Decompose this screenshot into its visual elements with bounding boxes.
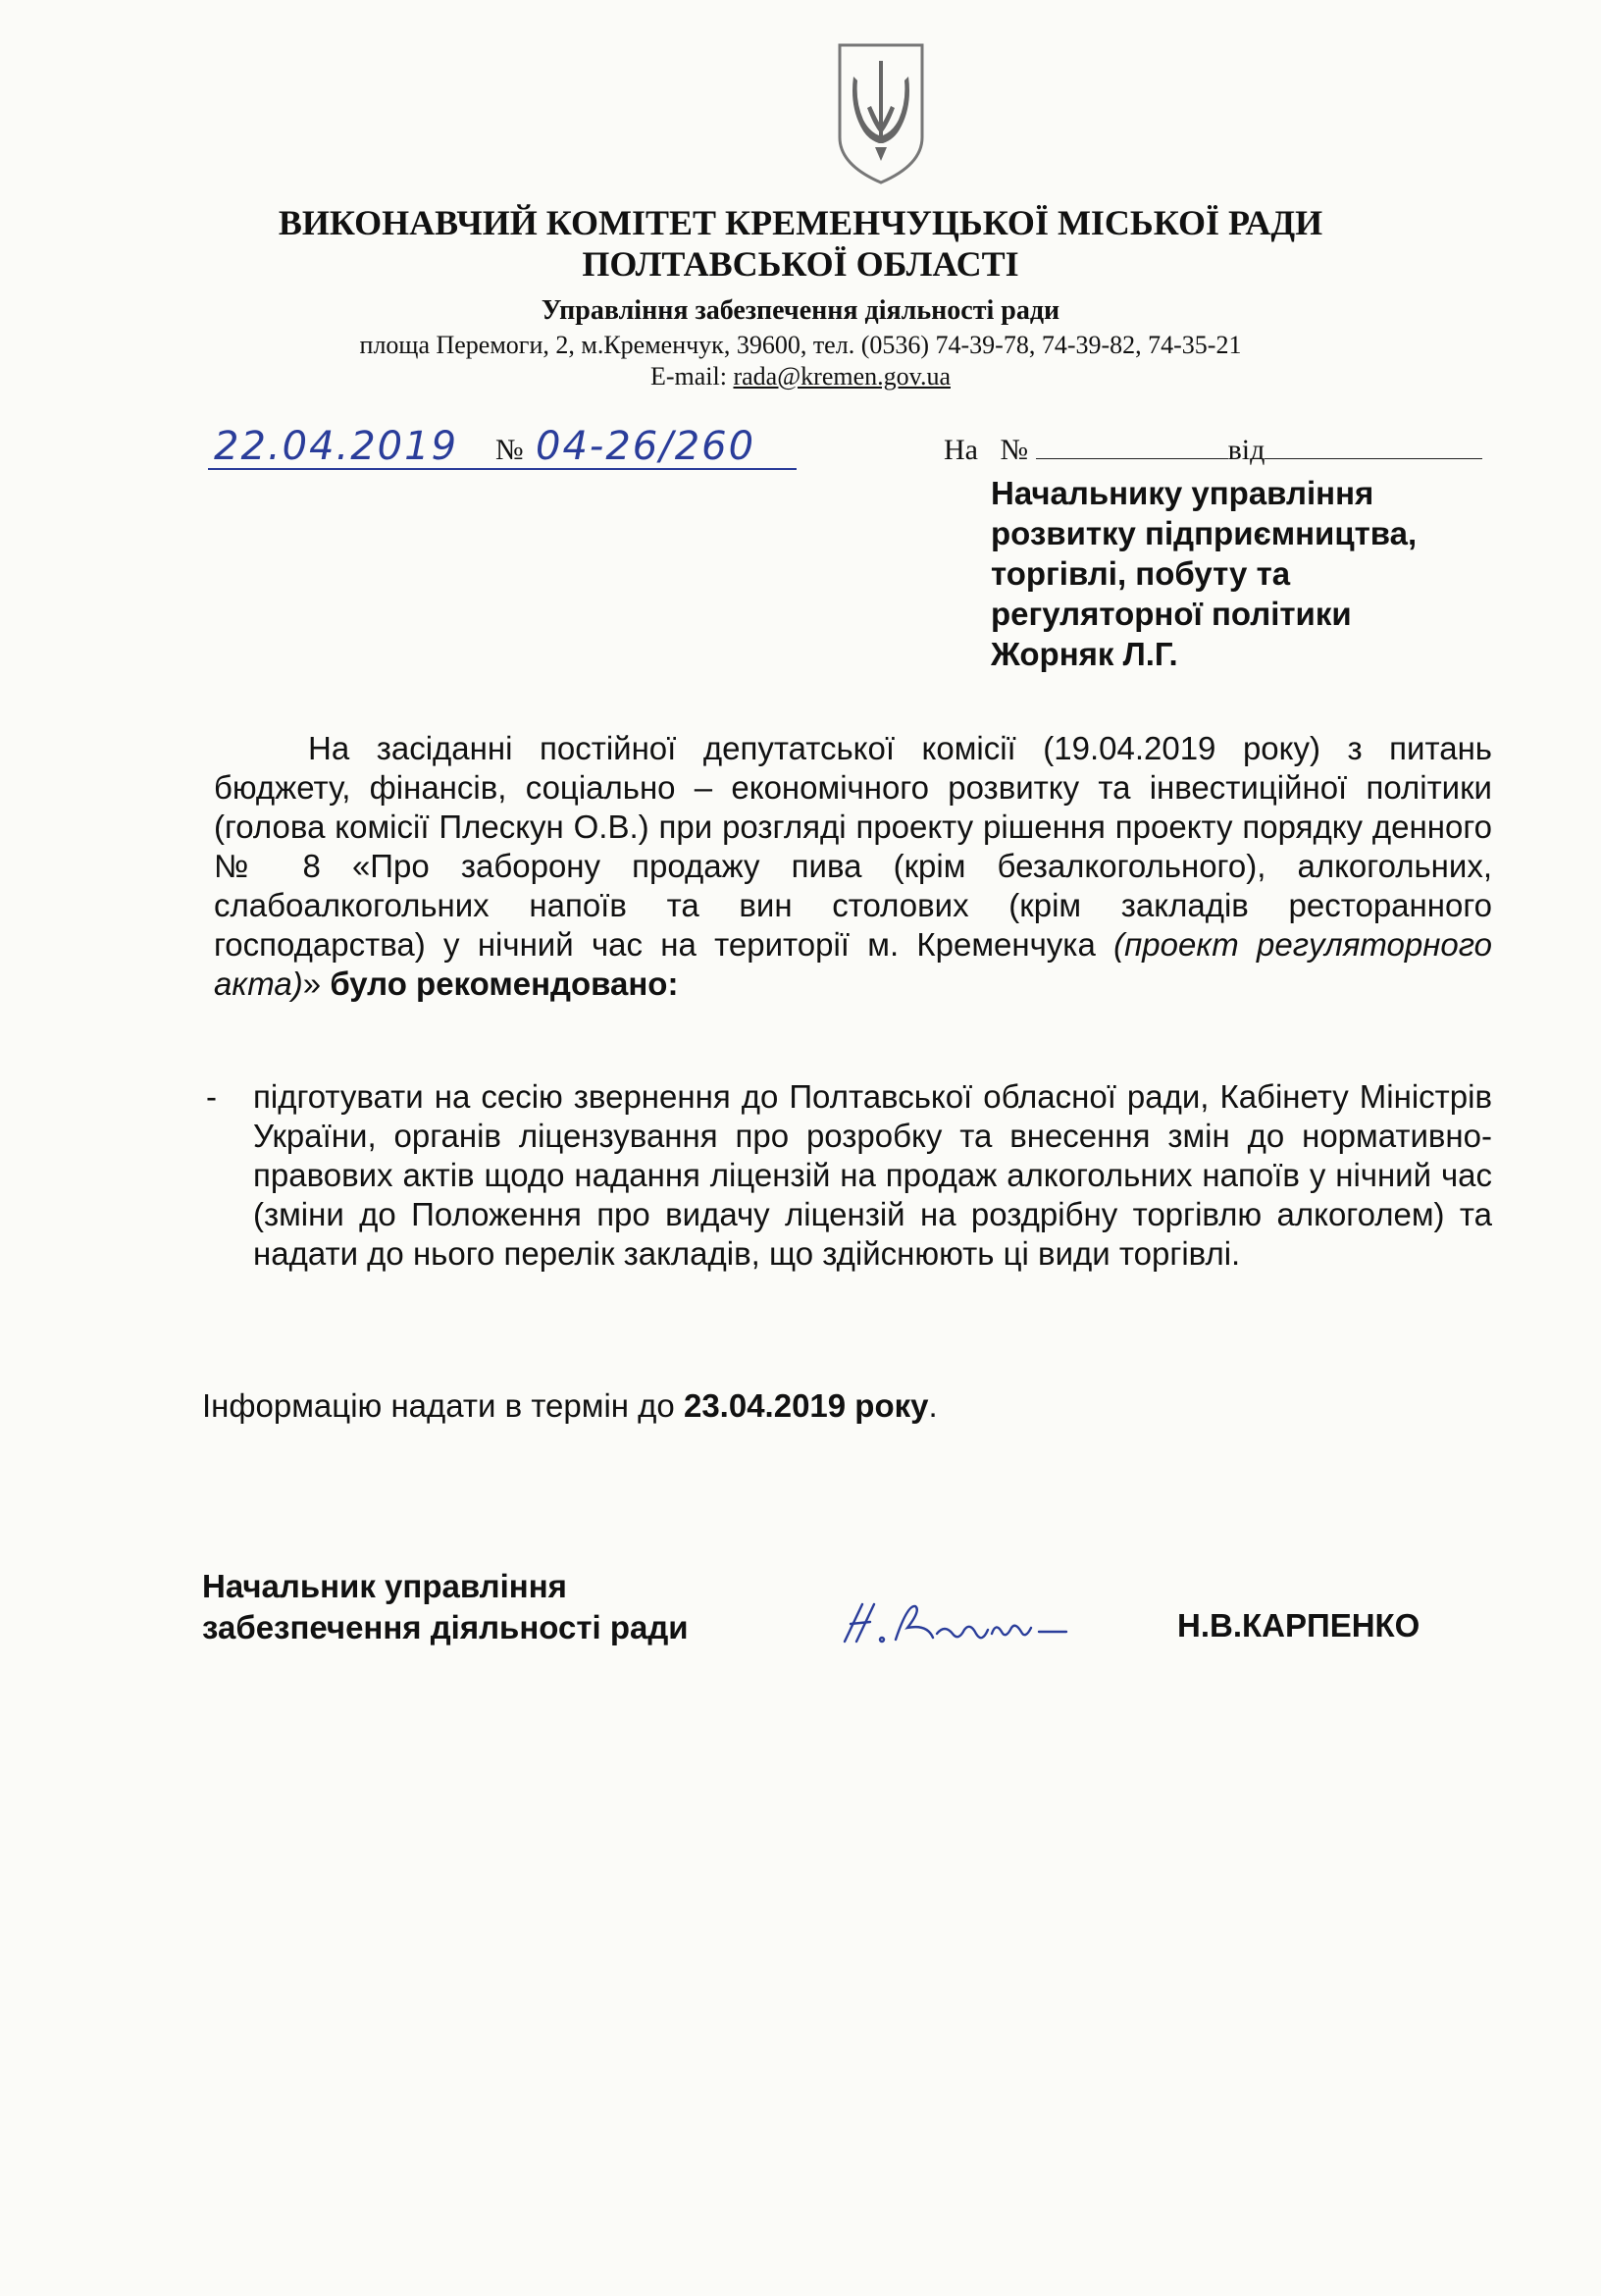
trident-emblem-icon [832, 39, 930, 186]
para-text: На засіданні постійної депутатської комісії (19.04.2019 року) з питань бюджету, фінансів, соціально – економічного розвитку та інвестиційної політики (голова комісії Плескун О.В.) при розгляді проекту рішення проекту порядку денного № 8 «Про заборону продажу пива (крім безалкогольного), алкогольних, слабоалкогольних напоїв та вин столових (крім закладів ресторанного господарства) у нічний час на території м. Кременчука [214, 730, 1492, 963]
org-address: площа Перемоги, 2, м.Кременчук, 39600, тел. (0536) 74-39-78, 74-39-82, 74-35-21 [359, 331, 1242, 359]
outgoing-number: 04-26/260 [536, 424, 756, 469]
handwritten-underline [208, 468, 797, 470]
outgoing-date: 22.04.2019 [214, 424, 459, 469]
addressee-block [991, 473, 1521, 674]
addressee-line: розвитку підприємництва, [991, 515, 1418, 551]
outgoing-number-sign: № [495, 434, 524, 466]
signatory-position-line: Начальник управління [202, 1568, 567, 1604]
addressee-line: Жорняк Л.Г. [991, 636, 1178, 672]
reply-na: На [944, 434, 978, 466]
addressee-line: регуляторної політики [991, 596, 1352, 632]
email-label: E-mail: [650, 362, 734, 391]
addressee-line: Начальнику управління [991, 475, 1374, 511]
email-link[interactable]: rada@kremen.gov.ua [733, 362, 951, 391]
signatory-name: Н.В.КАРПЕНКО [1177, 1607, 1420, 1644]
org-title-line1: ВИКОНАВЧИЙ КОМІТЕТ КРЕМЕНЧУЦЬКОЇ МІСЬКОЇ РАДИ [278, 203, 1323, 242]
deadline-text: Інформацію надати в термін до [202, 1387, 684, 1424]
reply-vid: від [1227, 434, 1265, 466]
para-bold: було рекомендовано: [330, 965, 679, 1002]
org-email-line [196, 362, 1405, 391]
reply-reference [944, 434, 1482, 467]
bullet-dash: - [206, 1078, 217, 1115]
para-mid: » [302, 965, 331, 1002]
department-name: Управління забезпечення діяльності ради [541, 295, 1060, 326]
addressee-line: торгівлі, побуту та [991, 555, 1291, 592]
signatory-position-line: забезпечення діяльності ради [202, 1609, 689, 1645]
reply-no-sign: № [1000, 434, 1029, 466]
para-italic: (проект регуляторного акта) [214, 926, 1492, 1002]
org-title-line2: ПОЛТАВСЬКОЇ ОБЛАСТІ [582, 244, 1019, 284]
deadline-date: 23.04.2019 року [683, 1387, 929, 1424]
deadline-line [202, 1386, 938, 1426]
handwritten-signature [839, 1594, 1133, 1653]
deadline-end: . [928, 1387, 938, 1424]
signatory-position [202, 1566, 689, 1648]
reply-number-blank [1036, 437, 1228, 459]
bullet-item: підготувати на сесію звернення до Полтавської обласної ради, Кабінету Міністрів України, органів ліцензування про розробку та внесення змін до нормативно-правових актів щодо надання ліцензій на продаж алкогольних напоїв у нічний час (зміни до Положення про видачу ліцензій на роздрібну торгівлю алкоголем) та надати до нього перелік закладів, що здійснюють ці види торгівлі. [253, 1078, 1492, 1272]
reply-date-blank [1265, 437, 1482, 459]
main-paragraph [214, 729, 1492, 1004]
